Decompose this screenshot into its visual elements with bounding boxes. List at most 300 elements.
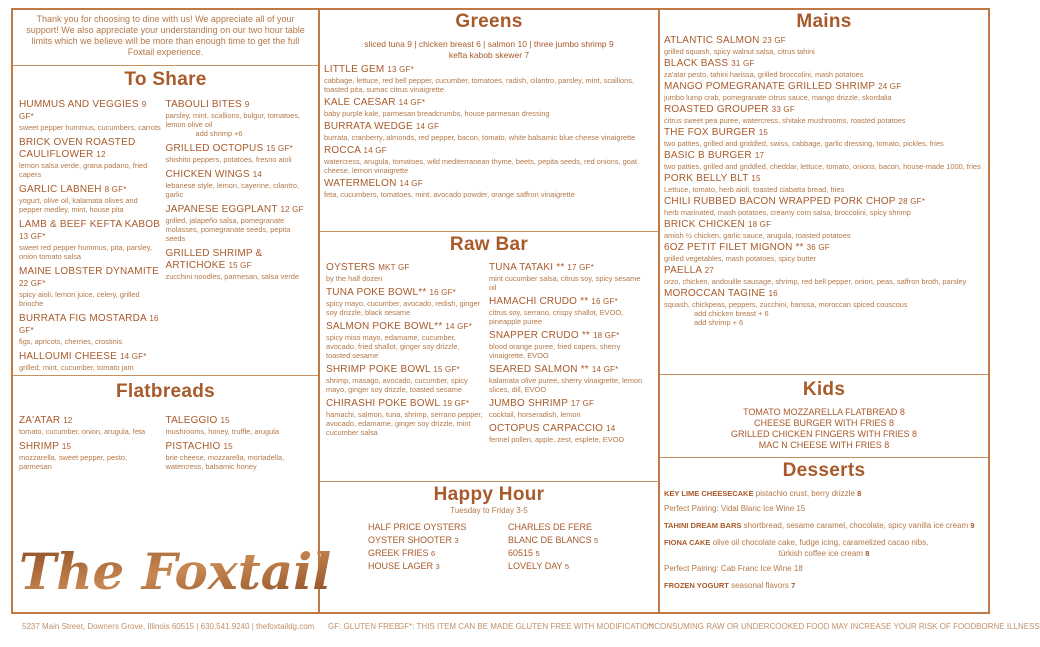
item-name [324,145,654,157]
item-price: 17 GF [570,399,595,408]
item-title: BURRATA WEDGE [324,121,413,132]
item-addon: add shrimp +6 [195,129,243,138]
to-share-title: To Share [124,69,207,90]
dessert-pairing: Perfect Pairing: Cab Franc Ice Wine 18 [664,564,803,573]
item-price: 12 GF [280,205,304,214]
kids-title: Kids [802,379,846,400]
item-price: 15 GF* [266,144,293,153]
item-name [664,265,984,277]
item-price: 16 GF* [19,314,159,335]
raw-bar-section [320,232,658,482]
desserts-list [660,488,988,591]
item-title: ZA'ATAR [19,415,61,426]
item-name [489,423,648,435]
item-title: OYSTERS [326,262,376,273]
kids-item: CHEESE BURGER WITH FRIES 8 [753,418,895,428]
item-description: mint cucumber salsa, citrus soy, spicy sesame oil [489,274,641,292]
to-share-right-list [166,99,313,377]
menu-item [166,441,309,471]
item-title: BRICK CHICKEN [664,219,745,230]
item-title: MOROCCAN TAGINE [664,288,766,299]
menu-item [324,64,654,94]
flatbreads-section [13,376,318,536]
item-title: MANGO POMEGRANATE GRILLED SHRIMP [664,81,876,92]
item-price: 15 GF* [433,365,460,374]
item-price: 23 GF [762,36,786,45]
item-price: 17 [754,151,765,160]
item-price: 15 GF [228,261,252,270]
right-column [660,10,988,612]
happy-hour-item-price: 3 [435,562,440,571]
item-description: shishito peppers, potatoes, fresno aioli [165,155,292,164]
item-description: orzo, chicken, andouille sausage, shrimp, red bell pepper, onion, peas, saffron broth, parsley [664,277,967,286]
item-price: 15 [758,128,768,137]
menu-item [489,423,648,444]
item-name [664,242,984,254]
item-name [324,178,654,190]
item-name [664,196,984,208]
menu-item [166,415,309,436]
item-addon: add chicken breast + 6 [694,309,769,318]
dessert-price: 8 [865,549,870,558]
item-description: grilled, mint, cucumber, tomato jam [19,363,134,372]
item-title: BRICK OVEN ROASTED CAULIFLOWER [19,137,136,160]
item-title: LAMB & BEEF KEFTA KABOB [19,219,161,230]
item-price: 14 GF [415,122,440,131]
item-price: MKT GF [378,263,410,272]
item-description: sweet pepper hummus, cucumbers, carrots [19,123,161,132]
dessert-description-cont: türkish coffee ice cream [778,549,863,558]
item-description: two patties, grilled and griddled, cheddar, lettuce, tomato, onions, bacon, house-made 1000, fries [664,162,981,171]
dessert-description: seasonal flavors [731,581,789,590]
item-price: 18 GF [747,220,772,229]
item-name [489,330,648,342]
item-title: TUNA POKE BOWL** [326,287,427,298]
menu-item [664,265,984,286]
item-description: parsley, mint, scallions, bulgur, tomatoes, lemon olive oil [165,111,301,129]
item-description: mushrooms, honey, truffle, arugula [165,427,280,436]
dessert-item [660,580,988,591]
item-price: 12 [63,416,73,425]
dessert-description: shortbread, sesame caramel, chocolate, spicy vanilla ice cream [743,521,969,530]
item-price: 15 [220,416,230,425]
item-price: 13 GF* [387,65,414,74]
kids-item: GRILLED CHICKEN FINGERS WITH FRIES 8 [730,429,918,439]
item-title: PORK BELLY BLT [664,173,749,184]
kids-item: MAC N CHEESE WITH FRIES 8 [758,440,890,450]
dessert-description: olive oil chocolate cake, fudge icing, caramelized cacao nibs, [712,538,929,547]
item-description: hamachi, salmon, tuna, shrimp, serrano pepper, avocado, edamame, ginger soy drizzle, mint cucumber salsa [326,410,483,437]
item-title: 6OZ PETIT FILET MIGNON ** [664,242,804,253]
menu-item [326,321,485,360]
item-description: spicy aioli, lemon juice, celery, grilled brioche [19,290,140,308]
intro-text: Thank you for choosing to dine with us! We appreciate all of your support! We also appreciate your understanding on our two hour table limits which we believe will be more than enough time to get the full Foxtail experience. [26,14,305,57]
menu-item [19,415,162,436]
greens-section [320,10,658,232]
item-price: 13 GF* [19,232,46,241]
dessert-name: KEY LIME CHEESECAKE [664,489,754,498]
item-description: lebanese style, lemon, cayenne, cilantro, garlic [165,181,300,199]
happy-hour-item-name: LOVELY DAY [508,561,563,571]
item-title: TUNA TATAKI ** [489,262,565,273]
happy-hour-item [508,547,628,560]
item-description: citrus soy, serrano, crispy shallot, EVOO, pineapple puree [489,308,624,326]
menu-item [664,288,984,327]
item-title: SHRIMP [19,441,59,452]
dessert-description: pistachio crust, berry drizzle [755,489,855,498]
item-name [324,64,654,76]
menu-item [19,219,162,261]
menu-item [19,266,162,308]
happy-hour-item-name: CHARLES DE FERE BLANC DE BLANCS [508,522,593,545]
item-description: fennel pollen, apple, zest, esplete, EVOO [489,435,625,444]
menu-item [489,330,648,360]
menu-item [326,262,485,283]
item-price: 14 [252,170,263,179]
item-title: HAMACHI CRUDO ** [489,296,589,307]
desserts-title: Desserts [782,460,866,481]
item-title: BLACK BASS [664,58,729,69]
item-name [19,219,162,243]
item-title: JAPANESE EGGPLANT [165,204,278,215]
greens-addons-2: kefta kabob skewer 7 [448,50,530,60]
kids-list [660,407,988,451]
item-name [166,441,309,453]
item-description: sweet red pepper hummus, pita, parsley, onion tomato salsa [19,243,152,261]
happy-hour-item-name: HALF PRICE OYSTERS [368,522,467,532]
item-description: za'atar pesto, tahini harissa, grilled broccolini, mash potatoes [664,70,864,79]
raw-bar-right-list [489,262,652,448]
item-description: watercress, arugula, tomatoes, wild mediterranean thyme, beets, pepita seeds, red onions, goat cheese, lemon vinaigrette [324,157,638,175]
item-title: HUMMUS AND VEGGIES [19,99,139,110]
kids-section [660,375,988,458]
happy-hour-item-price: 5 [564,562,570,571]
middle-column [320,10,660,612]
item-title: GRILLED OCTOPUS [165,143,264,154]
item-name [664,127,984,139]
dessert-item [660,520,988,531]
happy-hour-right-list [508,521,628,573]
to-share-left-list [19,99,166,377]
greens-addons: sliced tuna 9 | chicken breast 6 | salmon 10 | three jumbo shrimp 9 [364,39,614,49]
menu-item [664,58,984,79]
intro-section [13,10,318,66]
item-description: yogurt, olive oil, kalamata olives and pepper medley, mint, house pita [19,196,138,214]
happy-hour-item-name: OYSTER SHOOTER [368,535,453,545]
item-title: WATERMELON [324,178,397,189]
menu-item [324,121,654,142]
happy-hour-item [368,521,508,534]
happy-hour-item [368,560,508,573]
item-title: LITTLE GEM [324,64,385,75]
item-description: tomato, cucumber, onion, arugula, feta [19,427,146,436]
item-price: 9 [244,100,250,109]
menu-item [664,196,984,217]
item-name [489,364,648,376]
item-name [324,97,654,109]
menu-item [19,99,162,132]
item-name [19,313,162,337]
menu-item [19,351,162,372]
menu-item [19,313,162,346]
dessert-price: 9 [970,521,975,530]
item-price: 12 [96,150,106,159]
greens-title: Greens [455,11,523,32]
mains-title: Mains [796,11,852,32]
dessert-price: 8 [857,489,862,498]
item-description: grilled squash, spicy walnut salsa, citrus tahini [664,47,815,56]
left-column [13,10,332,612]
item-price: 9 GF* [19,100,147,121]
item-description: burrata, cranberry, almonds, red pepper, bacon, tomato, white balsamic blue cheese vinaigrette [324,133,636,142]
item-name [19,266,162,290]
item-description: spicy miso mayo, edamame, cucumber, avocado, fried shallot, ginger soy drizzle, toasted sesame [326,333,460,360]
item-title: HALLOUMI CHEESE [19,351,118,362]
item-title: PISTACHIO [165,441,221,452]
item-title: THE FOX BURGER [664,127,756,138]
item-name [489,398,648,410]
item-price: 17 GF* [567,263,594,272]
happy-hour-subtitle: Tuesday to Friday 3-5 [450,506,528,515]
kids-item: TOMATO MOZZARELLA FLATBREAD 8 [743,407,905,417]
menu-item [326,398,485,437]
item-title: KALE CAESAR [324,97,396,108]
item-price: 27 [704,266,715,275]
flatbreads-left-list [19,415,166,476]
happy-hour-item [368,534,508,547]
item-title: SALMON POKE BOWL** [326,321,443,332]
item-name [489,296,648,308]
happy-hour-left-list [368,521,508,573]
menu-item [664,173,984,194]
dessert-name: FROZEN YOGURT [664,581,729,590]
item-title: TALEGGIO [165,415,218,426]
item-name [664,150,984,162]
item-name [326,262,485,274]
item-name [324,121,654,133]
item-name [19,137,162,161]
item-name [664,219,984,231]
dessert-pairing: Perfect Pairing: Vidal Blanc Ice Wine 15 [664,504,806,513]
item-description: grilled vegetables, mash potatoes, spicy butter [664,254,817,263]
happy-hour-item-price: 5 [535,549,540,558]
item-title: CHICKEN WINGS [165,169,250,180]
item-price: 16 GF* [429,288,456,297]
greens-list [320,61,658,199]
foxtail-logo [17,537,332,607]
item-price: 14 GF [399,179,423,188]
item-name [166,99,309,111]
happy-hour-item-name: HOUSE LAGER [368,561,434,571]
item-description: cocktail, horseradish, lemon [489,410,581,419]
item-name [326,398,485,410]
item-name [664,288,984,300]
item-title: GRILLED SHRIMP & ARTICHOKE [165,248,263,271]
item-name [489,262,648,274]
item-name [166,248,309,272]
menu-item [664,104,984,125]
item-description: figs, apricots, cherries, crostinis [19,337,123,346]
item-description: Lettuce, tomato, herb aioli, toasted ciabatta bread, fries [664,185,845,194]
footer-address: 5237 Main Street, Downers Grove, Illinois 60515 | 630.541.9240 | thefoxtaildg.com [22,622,315,631]
happy-hour-item-price: 5 [594,536,599,545]
item-price: 24 GF [878,82,902,91]
item-price: 14 GF* [591,365,619,374]
item-name [664,104,984,116]
menu-item [489,364,648,394]
item-description: baby purple kale, parmesan breadcrumbs, house parmesan dressing [324,109,550,118]
item-price: 15 [751,174,761,183]
menu-item [664,150,984,171]
item-description: amish ½ chicken, garlic sauce, arugula, roasted potatoes [664,231,851,240]
menu-item [664,81,984,102]
menu-frame [11,8,990,614]
item-price: 16 GF* [591,297,618,306]
item-name [166,204,309,216]
footer-gf: GF: GLUTEN FREE [328,622,400,631]
item-name [19,184,162,196]
menu-item [166,99,309,138]
menu-item [664,219,984,240]
item-price: 16 [768,289,778,298]
item-price: 33 GF [771,105,795,114]
footer-gf-star: GF*: THIS ITEM CAN BE MADE GLUTEN FREE WITH MODIFICATION [398,622,655,631]
item-price: 15 [223,442,233,451]
item-price: 14 GF* [445,322,472,331]
menu-item [664,35,984,56]
raw-bar-title: Raw Bar [449,234,529,255]
item-title: ROCCA [324,145,361,156]
flatbreads-title: Flatbreads [115,381,216,402]
menu-item [324,145,654,175]
to-share-section [13,66,318,376]
logo-text: The Foxtail [19,542,332,601]
happy-hour-item [368,547,508,560]
item-title: TABOULI BITES [165,99,242,110]
item-title: SNAPPER CRUDO ** [489,330,590,341]
happy-hour-section [320,482,658,616]
menu-item [324,178,654,199]
item-title: GARLIC LABNEH [19,184,102,195]
raw-bar-left-list [326,262,489,448]
item-price: 22 GF* [19,279,46,288]
item-addon: add shrimp + 6 [694,318,744,327]
item-price: 15 [61,442,72,451]
item-title: MAINE LOBSTER DYNAMITE [19,266,159,277]
item-description: lemon salsa verde, grana padano, fried capers [19,161,148,179]
item-name [166,143,309,155]
item-description: blood orange puree, fried capers, sherry vinaigrette, EVOO [489,342,621,360]
item-name [664,58,984,70]
menu-item [326,364,485,394]
item-name [664,81,984,93]
item-description: kalamata olive puree, sherry vinaigrette, lemon slices, dill, EVOO [489,376,643,394]
desserts-section [660,458,988,616]
mains-section [660,10,988,375]
item-description: citrus sweet pea puree, watercress, shitake mushrooms, roasted potatoes [664,116,906,125]
menu-item [489,296,648,326]
item-title: BURRATA FIG MOSTARDA [19,313,147,324]
item-title: OCTOPUS CARPACCIO [489,423,604,434]
item-price: 14 GF [363,146,387,155]
item-title: ATLANTIC SALMON [664,35,760,46]
item-description: two patties, grilled and griddled, swiss, cabbage, garlic dressing, tomato, pickles, fries [664,139,944,148]
item-title: BASIC B BURGER [664,150,752,161]
item-price: 31 GF [731,59,755,68]
dessert-name: TAHINI DREAM BARS [664,521,742,530]
menu-item [664,127,984,148]
menu-item [166,248,309,281]
item-description: zucchini noodles, parmesan, salsa verde [165,272,300,281]
mains-list [660,33,988,327]
item-price: 19 GF* [442,399,470,408]
menu-item [489,398,648,419]
item-price: 14 [606,424,616,433]
menu-item [324,97,654,118]
item-price: 14 GF* [120,352,147,361]
item-name [664,173,984,185]
item-description: grilled, jalapeño salsa, pomegranate molasses, pomegranate seeds, pepita seeds [165,216,291,243]
item-description: mozzarella, sweet pepper, pesto, parmesan [19,453,128,471]
happy-hour-item-name: 60515 [508,548,534,558]
item-title: CHIRASHI POKE BOWL [326,398,440,409]
item-description: squash, chickpeas, peppers, zucchini, harissa, moroccan spiced couscous [664,300,908,309]
menu-item [489,262,648,292]
item-description: cabbage, lettuce, red bell pepper, cucumber, tomatoes, radish, cilantro, parsley, mint, scallions, toasted pita, sumac citrus vinaigrette [324,76,635,94]
dessert-item [660,537,988,548]
dessert-price: 7 [791,581,796,590]
item-price: 28 GF* [898,197,926,206]
happy-hour-item-name: GREEK FRIES [368,548,429,558]
menu-item [166,143,309,164]
item-title: SEARED SALMON ** [489,364,589,375]
menu-item [19,137,162,179]
menu-item [19,441,162,471]
item-title: SHRIMP POKE BOWL [326,364,431,375]
item-title: JUMBO SHRIMP [489,398,568,409]
item-description: by the half dozen [326,274,383,283]
happy-hour-title: Happy Hour [433,484,545,505]
item-name [326,321,485,333]
item-name [19,99,162,123]
item-name [664,35,984,47]
item-name [166,415,309,427]
item-name [19,351,162,363]
happy-hour-item-price: 6 [431,549,436,558]
item-description: feta, cucumbers, tomatoes, mint, avocado powder, orange saffron vinaigrette [324,190,575,199]
item-price: 36 GF [806,243,830,252]
item-price: 14 GF* [398,98,426,107]
item-description: spicy mayo, cucumber, avocado, redish, ginger soy drizzle, black sesame [326,299,481,317]
happy-hour-item-price: 3 [454,536,459,545]
item-description: brie cheese, mozzarella, mortadella, watercress, balsamic honey [165,453,285,471]
item-name [166,169,309,181]
item-description: herb marinated, mash potatoes, creamy corn salsa, broccolini, spicy shrimp [664,208,911,217]
happy-hour-item [508,521,608,547]
item-description: jumbo lump crab, pomegranate citrus sauce, mango drizzle, skordalia [664,93,892,102]
menu-item [664,242,984,263]
item-title: PAELLA [664,265,702,276]
menu-item [326,287,485,317]
item-name [19,415,162,427]
footer-warning: **CONSUMING RAW OR UNDERCOOKED FOOD MAY INCREASE YOUR RISK OF FOODBORNE ILLNESS [648,622,1040,631]
item-name [326,364,485,376]
menu-item [19,184,162,214]
item-price: 8 GF* [104,185,127,194]
item-name [19,441,162,453]
menu-item [166,204,309,243]
item-price: 18 GF* [592,331,620,340]
